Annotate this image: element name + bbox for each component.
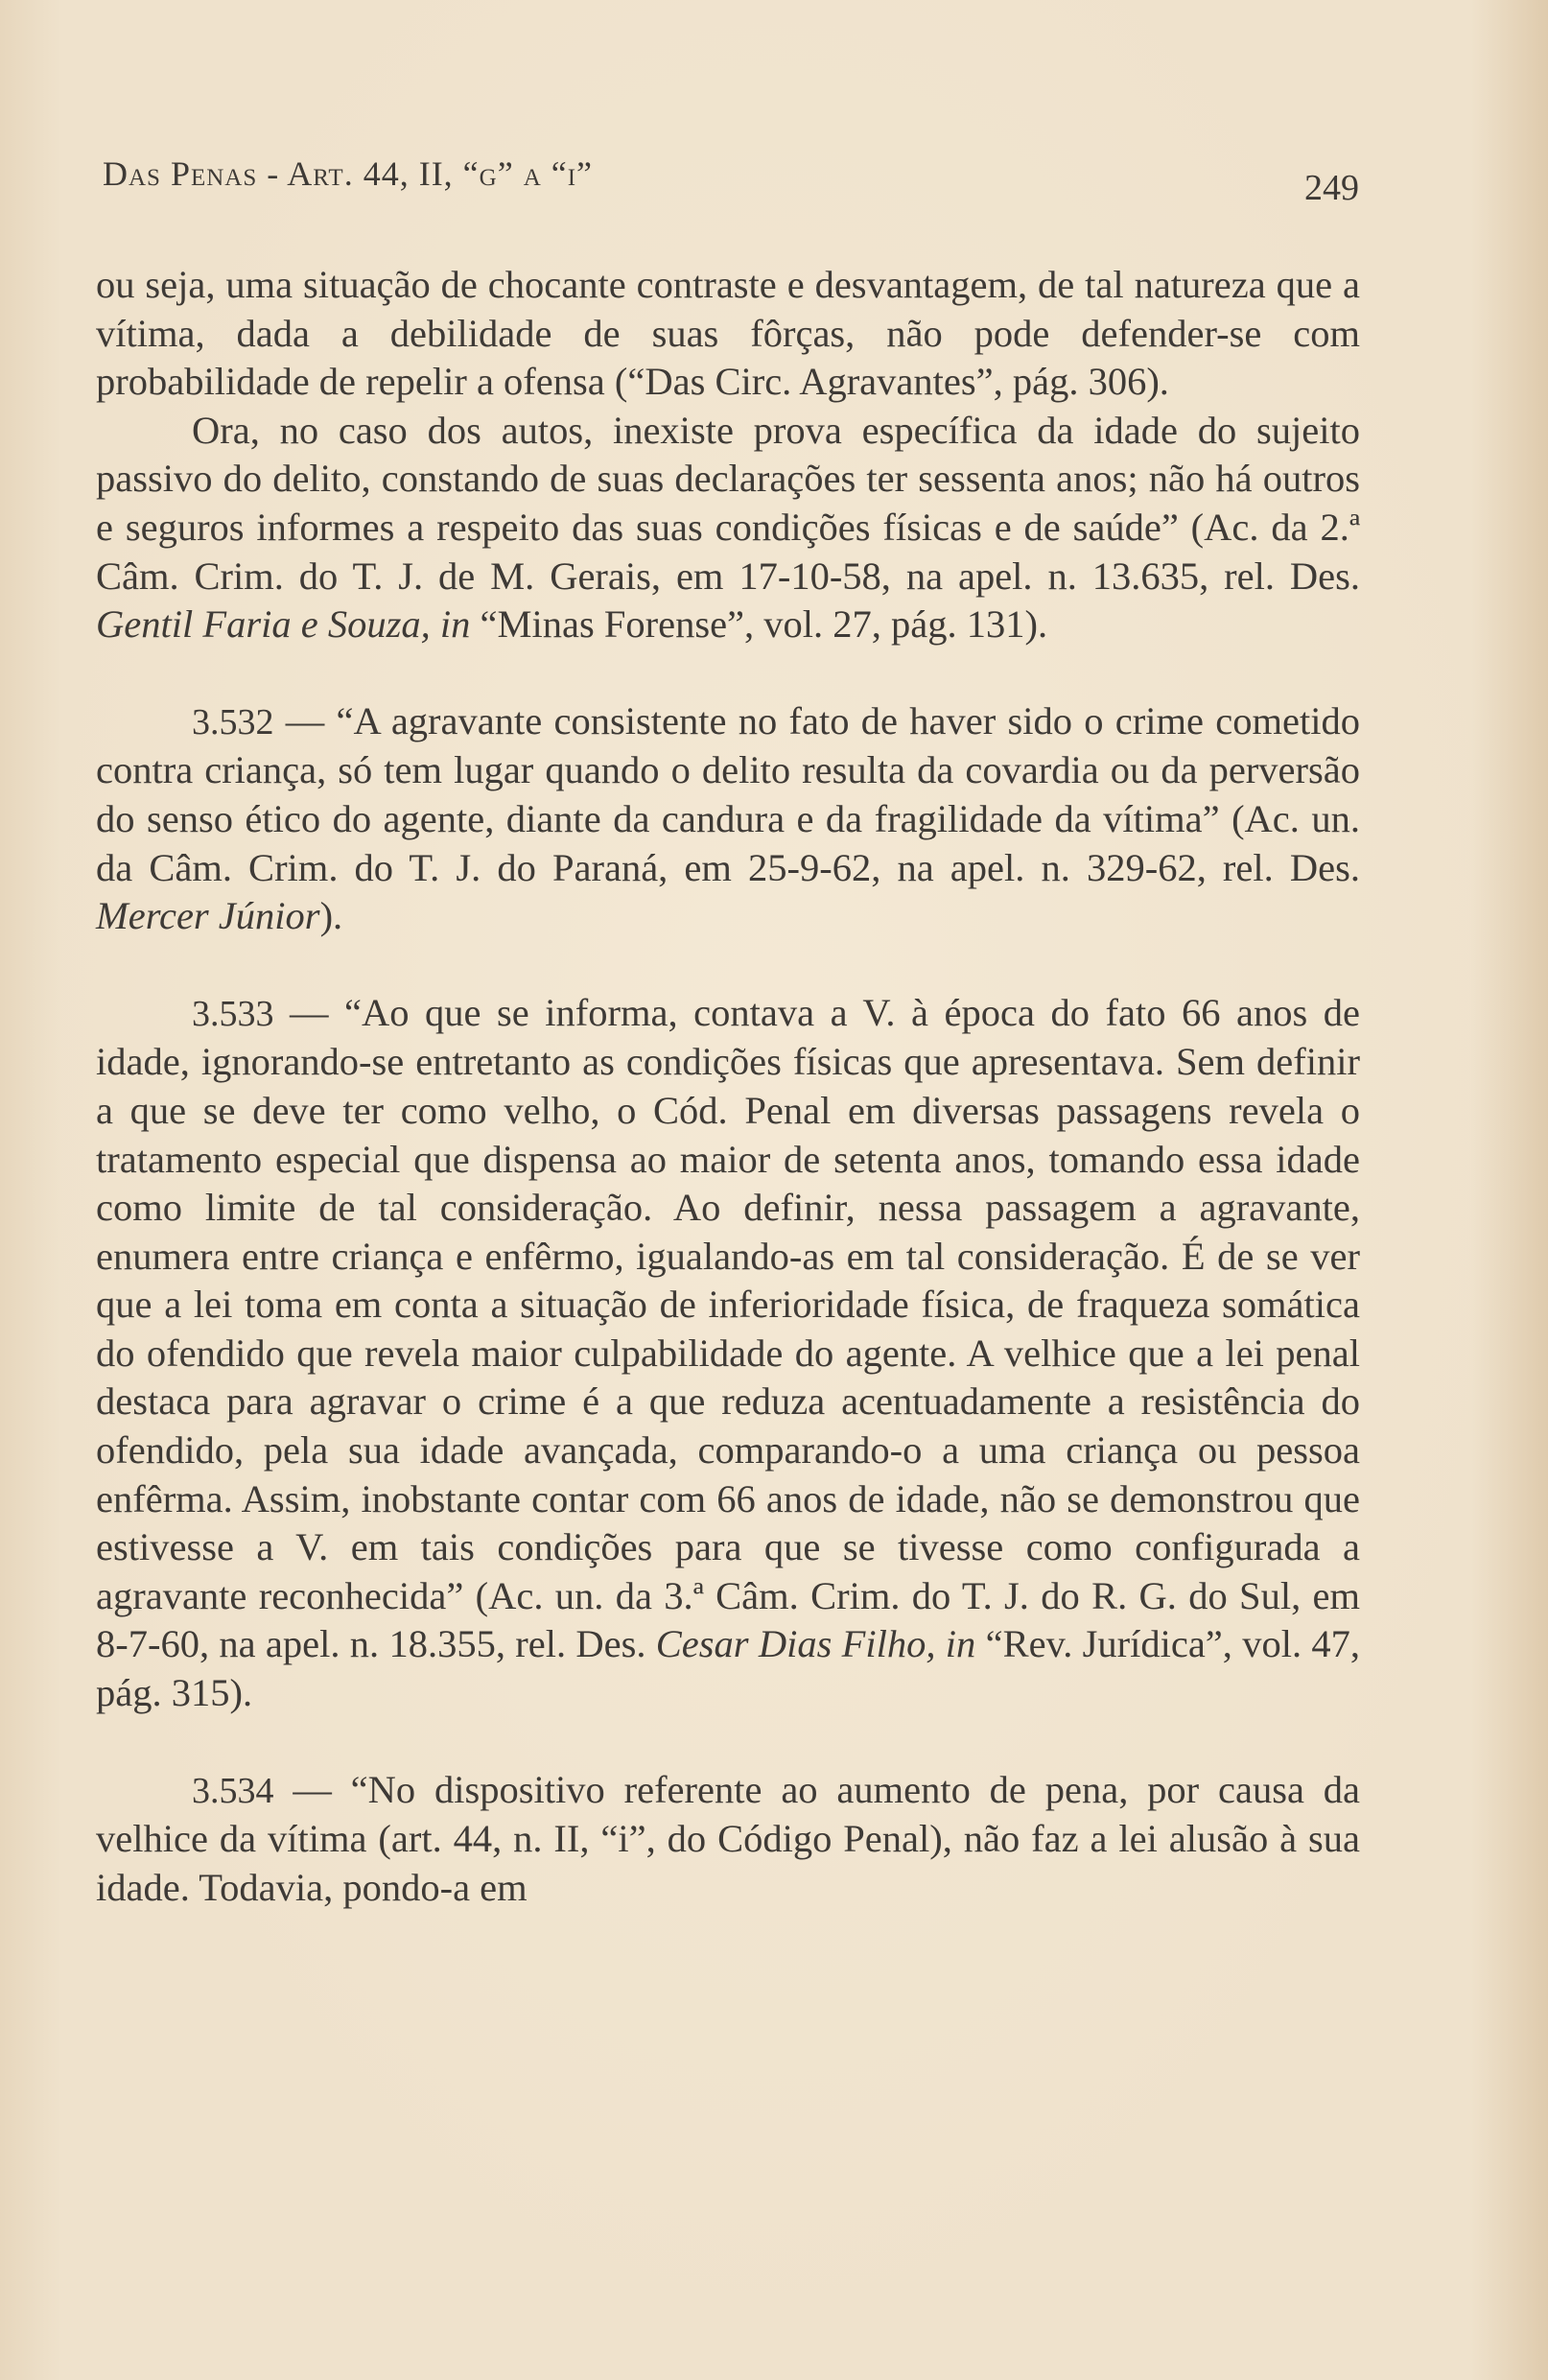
paragraph-text: ou seja, uma situação de chocante contraste e desvantagem, de tal natureza que a vítima, dada a debilidade de suas fôrças, não pode defender-se com probabilidade de repelir a ofensa (“Das Circ. Agravantes”, pág. 306). — [96, 263, 1360, 404]
section-3532 — [96, 697, 1360, 941]
page-number: 249 — [1304, 168, 1359, 208]
paragraph-continuation — [96, 261, 1360, 407]
cited-author: Cesar Dias Filho, in — [655, 1622, 976, 1666]
body-text — [96, 261, 1360, 1912]
section-text: — “Ao que se informa, contava a V. à época do fato 66 anos de idade, ignorando-se entretanto as condições físicas que apresentava. Sem definir a que se deve ter como velho, o Cód. Penal em diversas passagens revela o tratamento especial que dispensa ao maior de setenta anos, tomando essa idade como limite de tal consideração. Ao definir, nessa passagem a agravante, enumera entre criança e enfêrmo, igualando-as em tal consideração. É de se ver que a lei toma em conta a situação de inferioridade física, de fraqueza somática do ofendido que revela maior culpabilidade do agente. A velhice que a lei penal destaca para agravar o crime é a que reduza acentuadamente a resistência do ofendido, pela sua idade avançada, comparando-o a uma criança ou pessoa enfêrma. Assim, inobstante contar com 66 anos de idade, não se demonstrou que estivesse a V. em tais condições para que se tivesse como configurada a agravante reconhecida” (Ac. un. da 3.ª Câm. Crim. do T. J. do R. G. do Sul, em 8-7-60, na apel. n. 18.355, rel. Des. — [96, 990, 1360, 1666]
section-number: 3.534 — [192, 1770, 274, 1811]
cited-author: Mercer Júnior — [96, 894, 320, 938]
citation-tail: “Minas Forense”, vol. 27, pág. 131). — [470, 602, 1048, 647]
section-text: — “No dispositivo referente ao aumento de pena, por causa da velhice da vítima (art. 44, n. II, “i”, do Código Penal), não faz a lei alusão à sua idade. Todavia, pondo-a em — [96, 1767, 1360, 1909]
section-number: 3.533 — [192, 993, 274, 1034]
section-number: 3.532 — [192, 701, 274, 742]
citation-tail: “Rev. Jurídica”, vol. 47, pág. 315). — [96, 1622, 1360, 1715]
page-header — [103, 153, 1359, 211]
citation-tail: ). — [319, 894, 343, 938]
section-text: — “A agravante consistente no fato de haver sido o crime cometido contra criança, só tem lugar quando o delito resulta da covardia ou da perversão do senso ético do agente, diante da candura e da fragilidade da vítima” (Ac. un. da Câm. Crim. do T. J. do Paraná, em 25-9-62, na apel. n. 329-62, rel. Des. — [96, 698, 1360, 889]
running-head: Das Penas - Art. 44, II, “g” a “i” — [103, 154, 594, 193]
paragraph-text: Ora, no caso dos autos, inexiste prova específica da idade do sujeito passivo do delito, constando de suas declarações ter sessenta anos; não há outros e seguros informes a respeito das suas condições físicas e de saúde” (Ac. da 2.ª Câm. Crim. do T. J. de M. Gerais, em 17-10-58, na apel. n. 13.635, rel. Des. — [96, 408, 1360, 598]
cited-author: Gentil Faria e Souza, in — [96, 602, 471, 647]
section-3534 — [96, 1766, 1360, 1913]
paragraph — [96, 407, 1360, 649]
section-3533 — [96, 989, 1360, 1718]
